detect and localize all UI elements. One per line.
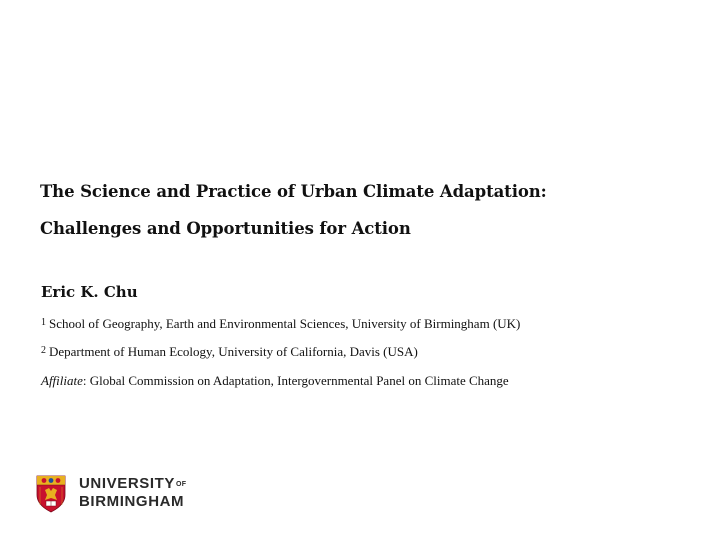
affiliation-1-marker: 1 — [41, 317, 46, 328]
affiliation-2-marker: 2 — [41, 345, 46, 356]
title-block — [40, 173, 700, 247]
affiliation-1-text: School of Geography, Earth and Environmental Sciences, University of Birmingham (UK) — [49, 316, 521, 331]
logo-wordmark — [79, 475, 186, 511]
affiliate-label: Affiliate — [41, 373, 83, 388]
affiliation-2 — [41, 343, 418, 361]
logo-university-text: UNIVERSITY — [79, 475, 176, 492]
logo-birmingham-text: BIRMINGHAM — [79, 493, 185, 510]
university-logo — [36, 475, 196, 515]
title-line-2: Challenges and Opportunities for Action — [40, 219, 411, 238]
university-crest-icon — [36, 475, 66, 513]
affiliate-text: : Global Commission on Adaptation, Intergovernmental Panel on Climate Change — [82, 373, 509, 388]
affiliation-1 — [41, 315, 520, 333]
title-line-1: The Science and Practice of Urban Climate Adaptation: — [40, 182, 547, 201]
affiliate-line — [41, 372, 509, 390]
logo-of-text: OF — [176, 481, 187, 488]
logo-wordmark-line-1 — [79, 475, 186, 493]
author-name: Eric K. Chu — [41, 283, 138, 301]
affiliation-2-text: Department of Human Ecology, University of California, Davis (USA) — [49, 344, 418, 359]
